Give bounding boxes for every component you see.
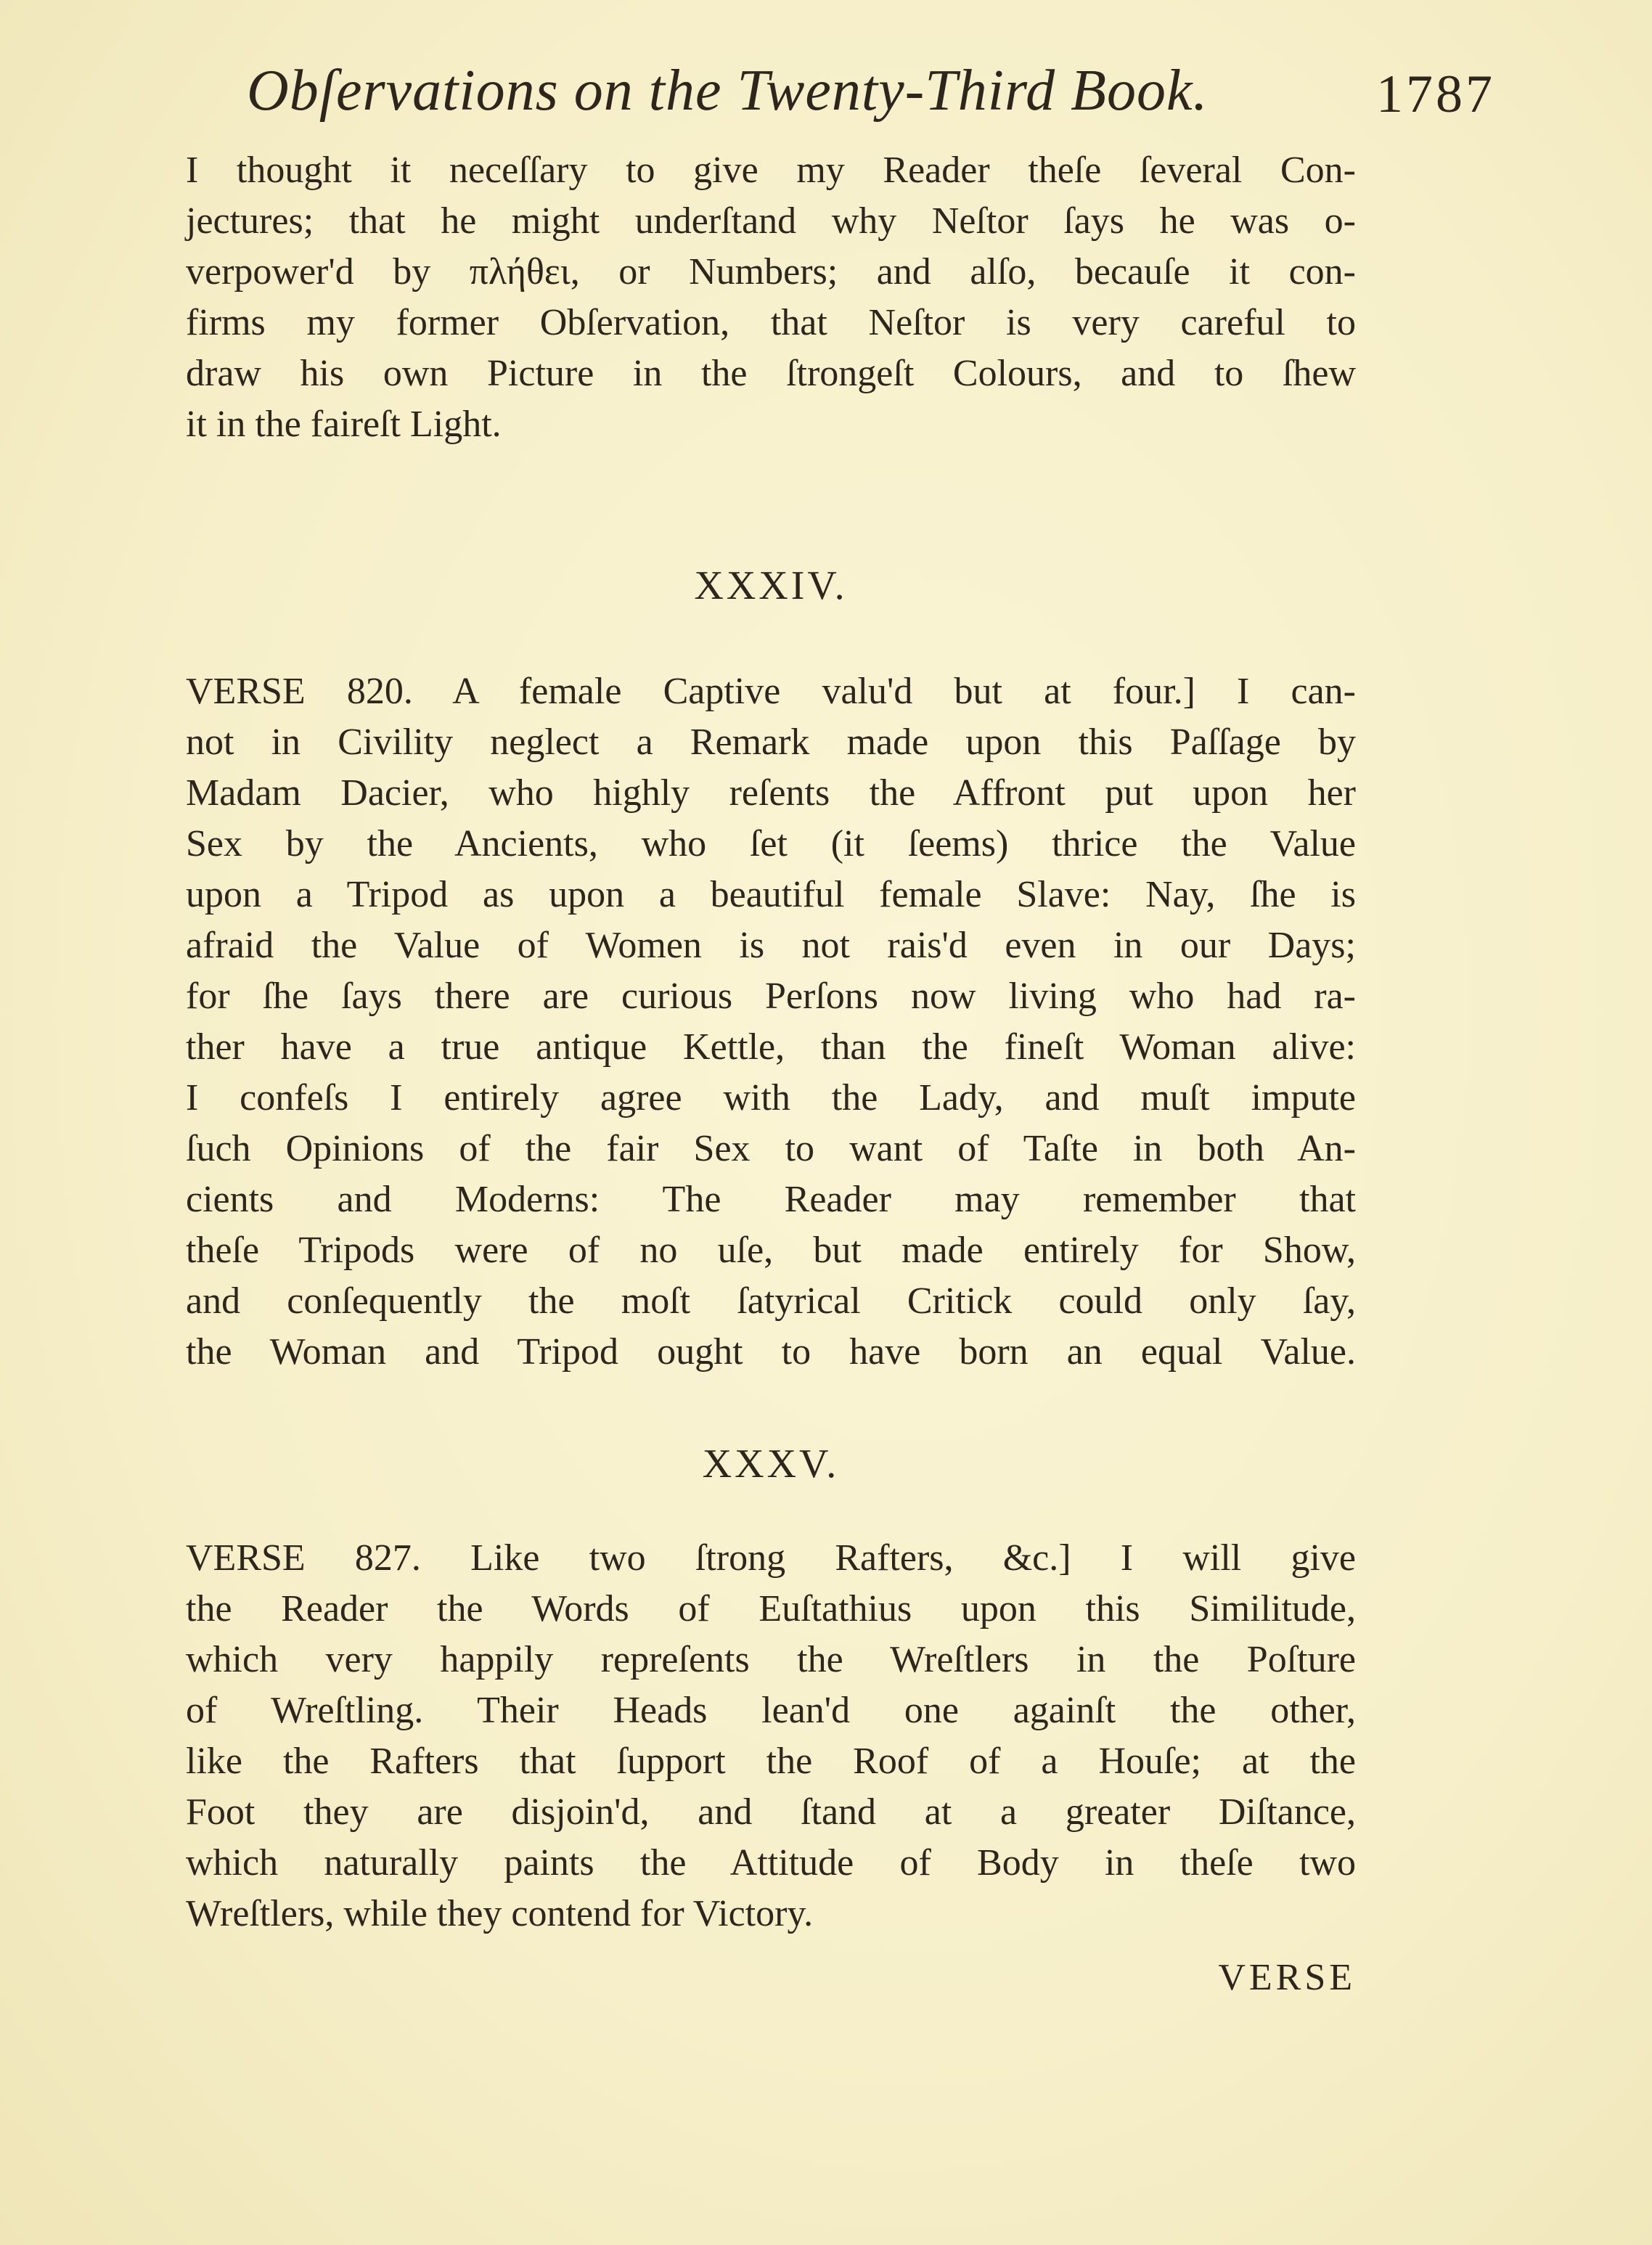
text-line: cients and Moderns: The Reader may remember that — [186, 1179, 1356, 1220]
text-line: Wreſtlers, while they contend for Victory. — [186, 1893, 814, 1934]
text-line: which very happily repreſents the Wreſtlers in the Poſture — [186, 1639, 1356, 1680]
running-head — [247, 58, 1495, 138]
text-line: ſuch Opinions of the fair Sex to want of Taſte in both An- — [186, 1128, 1356, 1169]
text-line: it in the faireſt Light. — [186, 404, 502, 445]
note-verse-820 — [186, 666, 1356, 1378]
text-line: Madam Dacier, who highly reſents the Affront put upon her — [186, 772, 1356, 814]
catchword-block — [186, 1952, 1356, 2003]
text-line: which naturally paints the Attitude of Body in theſe two — [186, 1842, 1356, 1884]
text-line: of Wreſtling. Their Heads lean'd one againſt the other, — [186, 1690, 1356, 1731]
text-line: afraid the Value of Women is not rais'd even in our Days; — [186, 925, 1356, 966]
note-verse-827 — [186, 1533, 1356, 1939]
text-line: upon a Tripod as upon a beautiful female Slave: Nay, ſhe is — [186, 874, 1356, 915]
text-line: draw his own Picture in the ſtrongeſt Colours, and to ſhew — [186, 353, 1356, 394]
text-line: for ſhe ſays there are curious Perſons now living who had ra- — [186, 976, 1356, 1017]
text-line: the Woman and Tripod ought to have born an equal Value. — [186, 1331, 1356, 1373]
text-line: jectures; that he might underſtand why Neſtor ſays he was o- — [186, 200, 1356, 242]
text-line: not in Civility neglect a Remark made upon this Paſſage by — [186, 721, 1356, 763]
text-line: theſe Tripods were of no uſe, but made entirely for Show, — [186, 1230, 1356, 1271]
text-line: verpower'd by πλήθει, or Numbers; and alſo, becauſe it con- — [186, 251, 1356, 293]
opening-paragraph — [186, 145, 1356, 450]
text-line: the Reader the Words of Euſtathius upon this Similitude, — [186, 1588, 1356, 1629]
text-line: and conſequently the moſt ſatyrical Critick could only ſay, — [186, 1280, 1356, 1322]
text-line: I confeſs I entirely agree with the Lady, and muſt impute — [186, 1077, 1356, 1119]
text-line: Foot they are disjoin'd, and ſtand at a greater Diſtance, — [186, 1791, 1356, 1833]
running-title: Obſervations on the Twenty-Third Book. — [247, 59, 1209, 123]
text-line: like the Rafters that ſupport the Roof of a Houſe; at the — [186, 1741, 1356, 1782]
section-heading-xxxv: XXXV. — [702, 1442, 840, 1487]
section-heading-xxxiv: XXXIV. — [694, 563, 848, 608]
text-line: VERSE 827. Like two ſtrong Rafters, &c.] I will give — [186, 1537, 1356, 1579]
text-line: firms my former Obſervation, that Neſtor is very careful to — [186, 302, 1356, 343]
text-line: ther have a true antique Kettle, than the fineſt Woman alive: — [186, 1026, 1356, 1068]
text-line: Sex by the Ancients, who ſet (it ſeems) thrice the Value — [186, 823, 1356, 864]
text-line: VERSE 820. A female Captive valu'd but at four.] I can- — [186, 671, 1356, 712]
page-number: 1787 — [1376, 65, 1495, 124]
text-line: I thought it neceſſary to give my Reader theſe ſeveral Con- — [186, 150, 1356, 191]
catchword: VERSE — [1218, 1957, 1356, 1998]
